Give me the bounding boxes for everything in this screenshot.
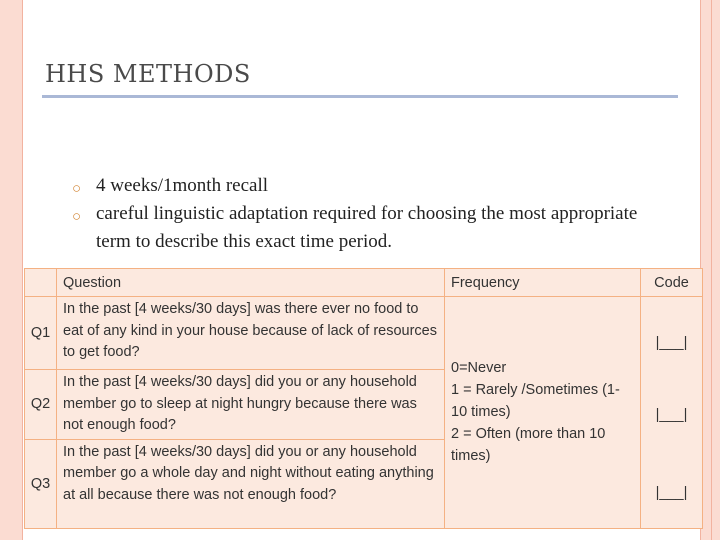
question-text: In the past [4 weeks/30 days] did you or any household member go a whole day and night without eating anything at all because there was not enough food? (57, 439, 445, 528)
table-header-row (25, 269, 703, 297)
code-blank[interactable]: |___| (655, 407, 688, 424)
code-column (641, 297, 703, 529)
header-frequency: Frequency (445, 269, 641, 297)
bullet-icon: ○ (72, 181, 82, 197)
question-number: Q1 (25, 297, 57, 370)
slide-title: HHS METHODS (45, 60, 251, 88)
header-question: Question (57, 269, 445, 297)
frequency-option: 2 = Often (more than 10 times) (451, 426, 606, 465)
right-border-line (711, 0, 712, 540)
question-text: In the past [4 weeks/30 days] was there ever no food to eat of any kind in your house because of lack of resources to get food? (57, 297, 445, 370)
bullet-item (72, 172, 672, 200)
code-blank[interactable]: |___| (655, 485, 688, 502)
table-row (25, 297, 703, 370)
question-number: Q3 (25, 439, 57, 528)
header-code: Code (641, 269, 703, 297)
bullet-text: 4 weeks/1month recall (96, 175, 269, 196)
right-decorative-border (700, 0, 720, 540)
frequency-option: 0=Never (451, 360, 507, 377)
code-blank[interactable]: |___| (655, 335, 688, 352)
question-number: Q2 (25, 370, 57, 440)
title-underline (42, 95, 678, 98)
frequency-options (445, 297, 641, 529)
bullet-icon: ○ (72, 209, 82, 225)
frequency-option: 1 = Rarely /Sometimes (1-10 times) (451, 382, 620, 421)
bullet-item (72, 200, 672, 256)
bullet-text: careful linguistic adaptation required for choosing the most appropriate term to describe this exact time period. (96, 203, 638, 252)
questions-table (24, 268, 703, 529)
bullet-list (72, 172, 672, 256)
question-text: In the past [4 weeks/30 days] did you or any household member go to sleep at night hungry because there was not enough food? (57, 370, 445, 440)
header-number (25, 269, 57, 297)
left-decorative-border (0, 0, 23, 540)
